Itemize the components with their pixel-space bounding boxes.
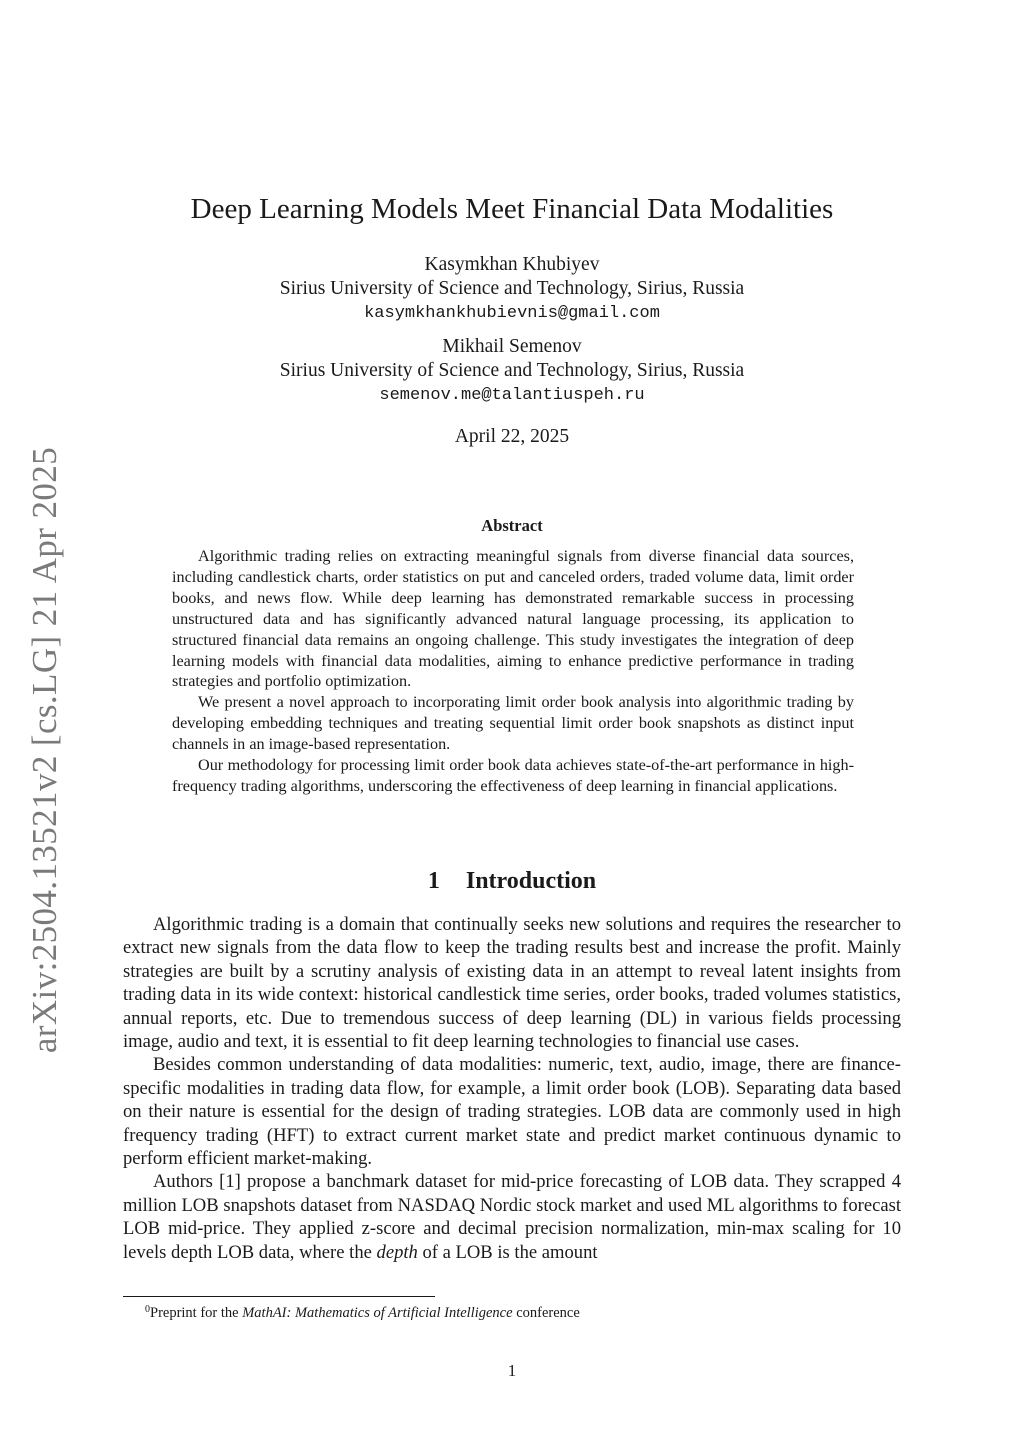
abstract-paragraph: Algorithmic trading relies on extracting meaningful signals from diverse financial data sources, including candlestick charts, order statistics on put and canceled orders, traded volume data, limit order books, and news flow. While deep learning has demonstrated remarkable success in processing unstructured data and has significantly advanced natural language processing, its application to structured financial data remains an ongoing challenge. This study investigates the integration of deep learning models with financial data modalities, aiming to enhance predictive performance in trading strategies and portfolio optimization. <box>172 547 854 691</box>
footnote-text: Preprint for the <box>150 1305 243 1321</box>
section-number: 1 <box>427 868 440 894</box>
footnote-rule <box>123 1296 435 1297</box>
footnote-emphasis: MathAI: Mathematics of Artificial Intelligence <box>242 1305 513 1321</box>
paper-title: Deep Learning Models Meet Financial Data Modalities <box>190 193 834 225</box>
author-2-email[interactable]: semenov.me@talantiuspeh.ru <box>379 386 645 405</box>
abstract-body <box>172 546 854 797</box>
body-paragraph: Algorithmic trading is a domain that continually seeks new solutions and requires the researcher to extract new signals from the data flow to keep the trading results best and increase the profit. Mainly strategies are built by a scrutiny analysis of existing data in an attempt to reveal latent insights from trading data in its wide context: historical candlestick time series, order books, traded volumes statistics, annual reports, etc. Due to tremendous success of deep learning (DL) in various fields processing image, audio and text, it is essential to fit deep learning technologies to financial use cases. <box>123 914 901 1053</box>
footnote-mark: 0 <box>145 1304 150 1315</box>
author-2-affiliation: Sirius University of Science and Technology, Sirius, Russia <box>279 360 745 381</box>
footnote <box>145 1300 905 1323</box>
section-heading <box>0 866 1024 896</box>
author-1-affiliation: Sirius University of Science and Technology, Sirius, Russia <box>279 278 745 299</box>
paper-date: April 22, 2025 <box>454 426 570 447</box>
body-paragraph: Besides common understanding of data modalities: numeric, text, audio, image, there are finance-specific modalities in trading data flow, for example, a limit order book (LOB). Separating data based on their nature is essential for the design of trading strategies. LOB data are commonly used in high frequency trading (HFT) to extract current market state and predict market continuous dynamic to perform efficient market-making. <box>123 1054 901 1170</box>
abstract-paragraph: Our methodology for processing limit order book data achieves state-of-the-art performance in high-frequency trading algorithms, underscoring the effectiveness of deep learning in financial applications. <box>172 756 854 795</box>
arxiv-identifier-text: arXiv:2504.13521v2 [cs.LG] 21 Apr 2025 <box>25 446 64 1054</box>
body-paragraph <box>123 1170 901 1264</box>
section-title: Introduction <box>465 868 597 894</box>
author-1-name: Kasymkhan Khubiyev <box>424 254 600 275</box>
body-text-run: Authors [1] propose a banchmark dataset for mid-price forecasting of LOB data. They scrapped 4 million LOB snapshots dataset from NASDAQ Nordic stock market and used ML algorithms to forecast LOB mid-price. They applied z-score and decimal precision normalization, min-max scaling for 10 levels depth LOB data, where the <box>123 1171 901 1263</box>
abstract-paragraph: We present a novel approach to incorporating limit order book analysis into algorithmic trading by developing embedding techniques and treating sequential limit order book snapshots as distinct input channels in an image-based representation. <box>172 693 854 754</box>
footnote-text: conference <box>512 1305 580 1321</box>
introduction-body <box>123 913 901 1264</box>
page-number: 1 <box>507 1361 517 1380</box>
author-1-email[interactable]: kasymkhankhubievnis@gmail.com <box>364 304 660 323</box>
author-2-name: Mikhail Semenov <box>442 336 582 357</box>
body-text-run: of a LOB is the amount <box>417 1241 598 1263</box>
abstract-heading: Abstract <box>481 516 543 535</box>
arxiv-identifier-stamp <box>8 446 82 1054</box>
body-emphasis: depth <box>376 1241 418 1263</box>
